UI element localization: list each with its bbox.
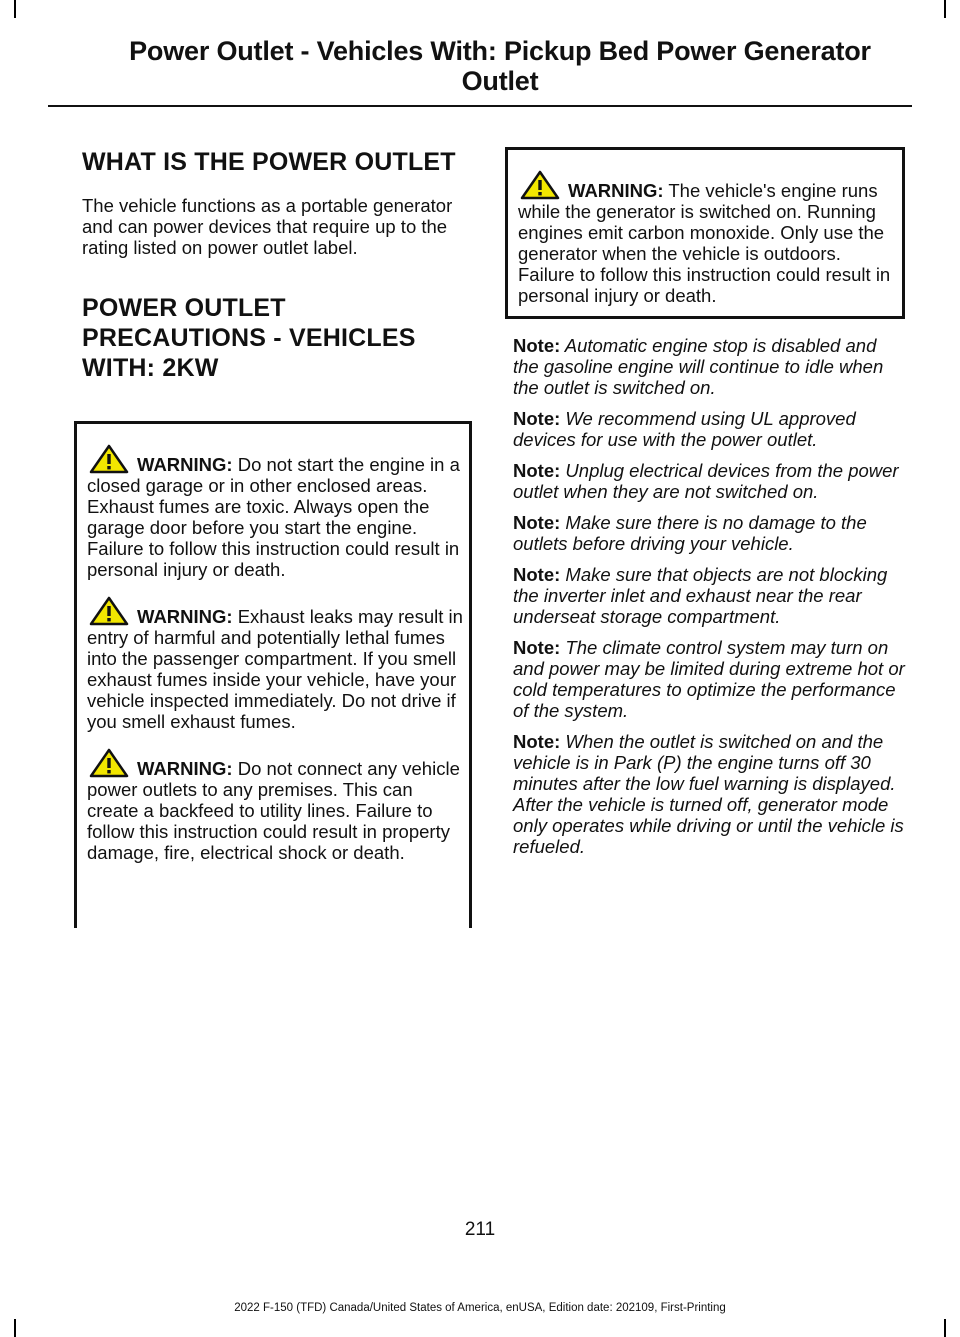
- footer-edition-info: 2022 F-150 (TFD) Canada/United States of America, enUSA, Edition date: 202109, First-Printing: [234, 1302, 726, 1314]
- section-heading-what-is: WHAT IS THE POWER OUTLET: [82, 148, 456, 176]
- warning-label: WARNING:: [568, 180, 664, 201]
- warning-box-right: [505, 147, 905, 319]
- warning-text: The vehicle's engine runs while the generator is switched on. Running engines emit carbon monoxide. Only use the generator when the vehicle is outdoors. Failure to follow this instruction could result in personal injury or death.: [518, 180, 891, 306]
- what-is-body: The vehicle functions as a portable generator and can power devices that require up to the rating listed on power outlet label.: [82, 195, 453, 258]
- warning-item: [87, 596, 465, 732]
- note-text: Make sure there is no damage to the outlets before driving your vehicle.: [513, 512, 867, 554]
- note-label: Note:: [513, 408, 561, 429]
- warning-triangle-icon: [89, 596, 129, 626]
- note-label: Note:: [513, 637, 561, 658]
- warning-text: Exhaust leaks may result in entry of harmful and potentially lethal fumes into the passenger compartment. If you smell exhaust fumes inside your vehicle, have your vehicle inspected immediately. Do not drive if you smell exhaust fumes.: [87, 606, 463, 732]
- warning-label: WARNING:: [137, 758, 233, 779]
- note-text: We recommend using UL approved devices for use with the power outlet.: [513, 408, 856, 450]
- note-label: Note:: [513, 335, 561, 356]
- note-text: Unplug electrical devices from the power outlet when they are not switched on.: [513, 460, 899, 502]
- precautions-heading-line2: PRECAUTIONS - VEHICLES: [82, 324, 416, 352]
- header-title-line2: Outlet: [461, 66, 539, 96]
- crop-mark-bottom-left: [14, 1319, 16, 1337]
- note-item: [513, 564, 905, 627]
- warning-label: WARNING:: [137, 606, 233, 627]
- note-label: Note:: [513, 731, 561, 752]
- note-item: [513, 335, 905, 398]
- note-item: [513, 460, 905, 502]
- warning-triangle-icon: [89, 444, 129, 474]
- right-column: [513, 147, 905, 867]
- precautions-heading-line3: WITH: 2KW: [82, 354, 219, 382]
- warning-box-left: [74, 421, 472, 928]
- warning-item: [518, 170, 898, 306]
- note-text: Make sure that objects are not blocking the inverter inlet and exhaust near the rear underseat storage compartment.: [513, 564, 888, 627]
- left-column: [82, 147, 472, 928]
- section-heading-precautions: [82, 293, 472, 383]
- note-text: Automatic engine stop is disabled and the gasoline engine will continue to idle when the outlet is switched on.: [513, 335, 884, 398]
- note-text: The climate control system may turn on and power may be limited during extreme hot or cold temperatures to optimize the performance of the system.: [513, 637, 905, 721]
- note-item: [513, 637, 905, 721]
- warning-label: WARNING:: [137, 454, 233, 475]
- crop-mark-top-left: [14, 0, 16, 18]
- note-item: [513, 512, 905, 554]
- crop-mark-top-right: [944, 0, 946, 18]
- note-text: When the outlet is switched on and the vehicle is in Park (P) the engine turns off 30 minutes after the low fuel warning is displayed. After the vehicle is turned off, generator mode only operates while driving or until the vehicle is refueled.: [513, 731, 904, 857]
- note-label: Note:: [513, 512, 561, 533]
- note-label: Note:: [513, 564, 561, 585]
- crop-mark-bottom-right: [944, 1319, 946, 1337]
- warning-text: Do not start the engine in a closed garage or in other enclosed areas. Exhaust fumes are toxic. Always open the garage door before you start the engine. Failure to follow this instruction could result in personal injury or death.: [87, 454, 460, 580]
- header-title-line1: Power Outlet - Vehicles With: Pickup Bed Power Generator: [129, 36, 871, 66]
- note-item: [513, 731, 905, 857]
- note-label: Note:: [513, 460, 561, 481]
- warning-text: Do not connect any vehicle power outlets to any premises. This can create a backfeed to utility lines. Failure to follow this instruction could result in property damage, fire, electrical shock or death.: [87, 758, 460, 863]
- warning-triangle-icon: [520, 170, 560, 200]
- warning-triangle-icon: [89, 748, 129, 778]
- header-divider: [48, 105, 912, 107]
- warning-item: [87, 444, 465, 580]
- precautions-heading-line1: POWER OUTLET: [82, 294, 286, 322]
- notes-list: [513, 335, 905, 857]
- note-item: [513, 408, 905, 450]
- page-number: 211: [464, 1219, 496, 1240]
- page-header: [60, 36, 940, 96]
- warning-item: [87, 748, 465, 863]
